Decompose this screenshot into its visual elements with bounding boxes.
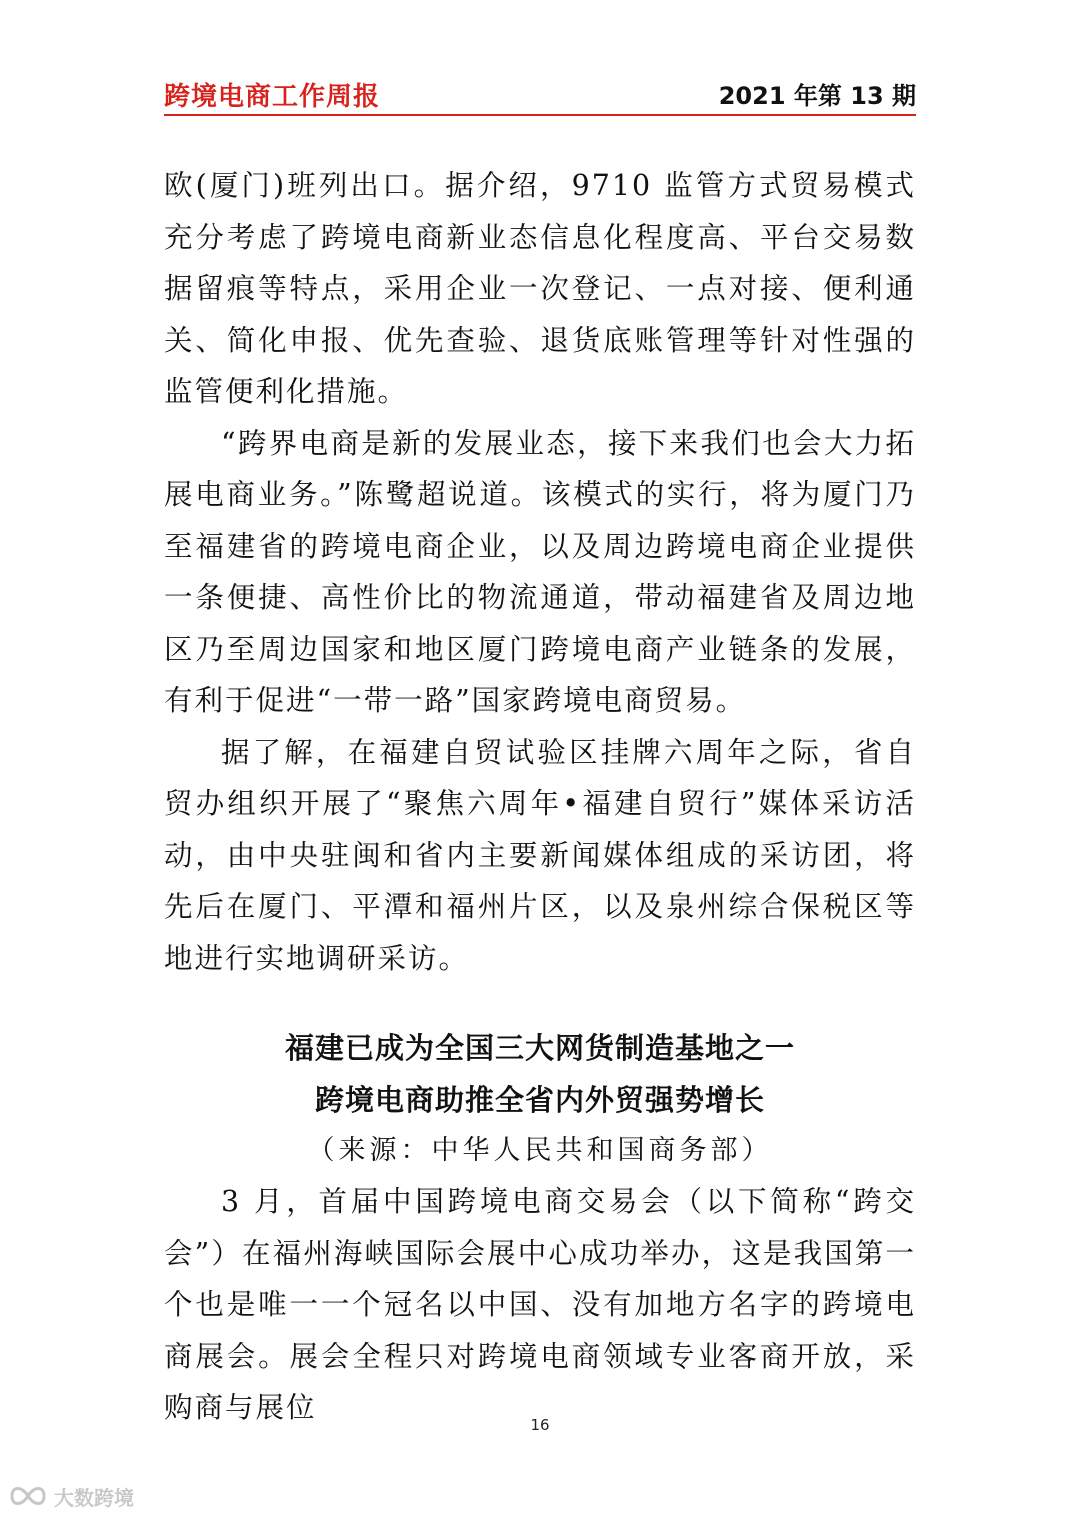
page-number: 16 <box>530 1416 550 1434</box>
header-divider <box>164 114 916 116</box>
infinity-logo-icon <box>8 1482 48 1510</box>
paragraph: 据了解，在福建自贸试验区挂牌六周年之际，省自贸办组织开展了“聚焦六周年•福建自贸行”媒体采访活动，由中央驻闽和省内主要新闻媒体组成的采访团，将先后在厦门、平潭和福州片区，以及泉州综合保税区等地进行实地调研采访。 <box>164 735 916 975</box>
article-headline-line2: 跨境电商助推全省内外贸强势增长 <box>314 1083 765 1117</box>
watermark <box>8 1478 134 1514</box>
publication-title: 跨境电商工作周报 <box>164 82 381 112</box>
article-source: （来源：中华人民共和国商务部） <box>307 1135 773 1166</box>
article-body <box>164 160 916 984</box>
paragraph: 3 月，首届中国跨境电商交易会（以下简称“跨交会”）在福州海峡国际会展中心成功举办，这是我国第一个也是唯一一个冠名以中国、没有加地方名字的跨境电商展会。展会全程只对跨境电商领域专业客商开放，采购商与展位 <box>164 1185 916 1424</box>
article-headline-line1: 福建已成为全国三大网货制造基地之一 <box>284 1031 795 1065</box>
paragraph: 欧(厦门)班列出口。据介绍，9710 监管方式贸易模式充分考虑了跨境电商新业态信息化程度高、平台交易数据留痕等特点，采用企业一次登记、一点对接、便利通关、简化申报、优先查验、退货底账管理等针对性强的监管便利化措施。 <box>164 169 916 408</box>
watermark-text: 大数跨境 <box>54 1485 134 1510</box>
page-header <box>164 72 916 116</box>
paragraph: “跨界电商是新的发展业态，接下来我们也会大力拓展电商业务。”陈鹭超说道。该模式的实行，将为厦门乃至福建省的跨境电商企业，以及周边跨境电商企业提供一条便捷、高性价比的物流通道，带动福建省及周边地区乃至周边国家和地区厦门跨境电商产业链条的发展，有利于促进“一带一路”国家跨境电商贸易。 <box>164 426 916 717</box>
issue-number: 2021 年第 13 期 <box>718 82 916 110</box>
article-body <box>164 1176 916 1434</box>
